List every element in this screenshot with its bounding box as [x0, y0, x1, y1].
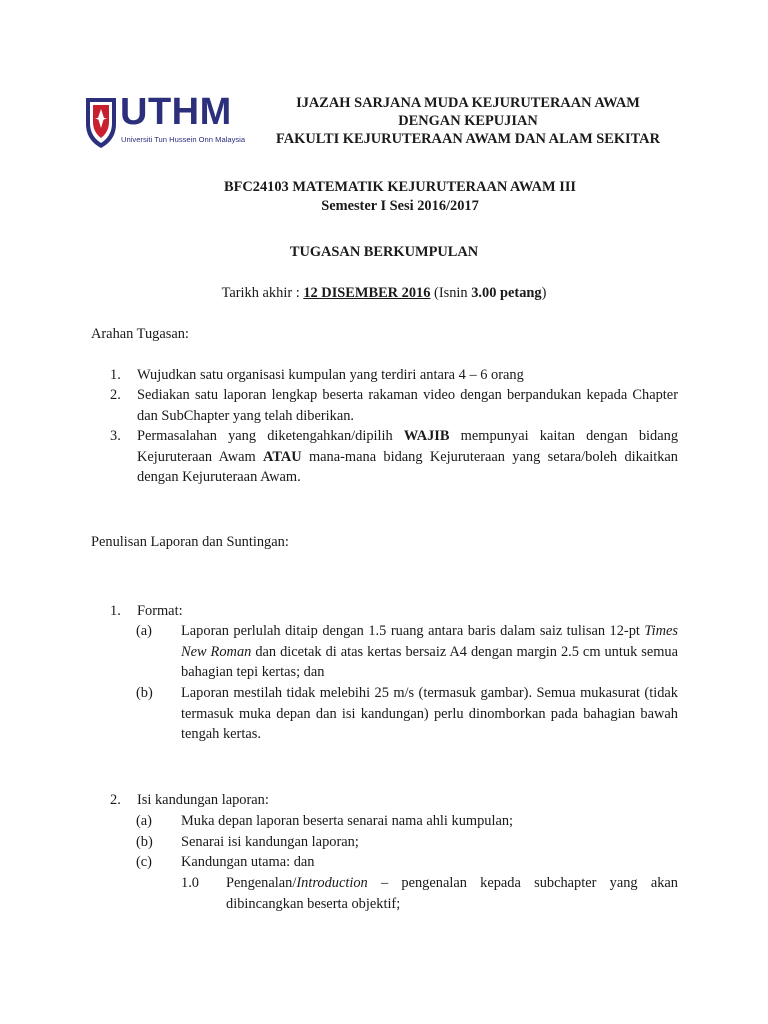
uthm-crest-icon — [84, 94, 118, 150]
subsub-text-part: – pengenalan kepada subchapter yang akan dibincangkan beserta objektif; — [226, 875, 678, 912]
subsub-text — [226, 873, 678, 914]
header-line-1: IJAZAH SARJANA MUDA KEJURUTERAAN AWAM — [296, 95, 640, 111]
uthm-logo — [84, 91, 246, 150]
course-block — [150, 178, 650, 216]
item-text-part: mana-mana bidang Kejuruteraan yang setara/boleh dikaitkan dengan Kejuruteraan Awam. — [137, 448, 678, 485]
item-text-part: Permasalahan yang diketengahkan/dipilih — [137, 428, 404, 444]
item-number: 3. — [110, 428, 121, 444]
sub-label: (b) — [136, 834, 153, 850]
sub-text: Laporan mestilah tidak melebihi 25 m/s (termasuk gambar). Semua mukasurat (tidak termasuk muka depan dan isi kandungan) perlu dinomborkan pada bahagian bawah tengah kertas. — [181, 685, 678, 742]
subsub-text-part: Pengenalan/ — [226, 875, 297, 891]
course-semester: Semester I Sesi 2016/2017 — [321, 198, 479, 214]
sub-text-part: dan dicetak di atas kertas bersaiz A4 dengan margin 2.5 cm untuk semua bahagian tepi kertas; dan — [181, 643, 679, 680]
sub-text: Muka depan laporan beserta senarai nama ahli kumpulan; — [181, 813, 514, 829]
sub-label: (a) — [136, 813, 152, 829]
arahan-heading: Arahan Tugasan: — [91, 326, 189, 342]
document-header — [240, 94, 696, 148]
header-line-3: FAKULTI KEJURUTERAAN AWAM DAN ALAM SEKITAR — [276, 131, 660, 147]
task-title: TUGASAN BERKUMPULAN — [289, 244, 479, 260]
deadline-time: 3.00 petang — [471, 285, 542, 301]
item-number: 2. — [110, 792, 121, 808]
sub-label: (a) — [136, 623, 152, 639]
sub-text — [181, 621, 678, 683]
item-text-part: mempunyai kaitan dengan bidang Kejuruteraan Awam — [137, 428, 679, 465]
sub-label: (c) — [136, 854, 152, 870]
item-text — [137, 426, 678, 488]
item-text: Format: — [137, 603, 183, 619]
item-text: Isi kandungan laporan: — [137, 792, 269, 808]
item-text: Wujudkan satu organisasi kumpulan yang terdiri antara 4 – 6 orang — [137, 367, 524, 383]
logo-wordmark: UTHM — [120, 91, 232, 133]
deadline-line — [0, 283, 768, 304]
sub-text-part: Laporan perlulah ditaip dengan 1.5 ruang antara baris dalam saiz tulisan 12-pt — [181, 623, 645, 639]
subsub-label: 1.0 — [181, 875, 199, 891]
item-number: 1. — [110, 603, 121, 619]
logo-university-name: Universiti Tun Hussein Onn Malaysia — [121, 135, 246, 144]
deadline-suffix: ) — [541, 285, 547, 301]
deadline-date: 12 DISEMBER 2016 — [303, 285, 431, 301]
deadline-mid: (Isnin — [430, 285, 472, 301]
introduction-italic: Introduction — [296, 875, 368, 891]
item-text: Sediakan satu laporan lengkap beserta rakaman video dengan berpandukan kepada Chapter dan SubChapter yang telah diberikan. — [137, 387, 678, 424]
emphasis-wajib: WAJIB — [403, 428, 450, 444]
sub-label: (b) — [136, 685, 153, 701]
sub-text: Senarai isi kandungan laporan; — [181, 834, 359, 850]
font-name-italic: Times New Roman — [181, 623, 678, 660]
deadline-prefix: Tarikh akhir : — [221, 285, 304, 301]
item-number: 1. — [110, 367, 121, 383]
emphasis-atau: ATAU — [263, 448, 302, 465]
course-code-title: BFC24103 MATEMATIK KEJURUTERAAN AWAM III — [223, 179, 577, 195]
penulisan-heading: Penulisan Laporan dan Suntingan: — [91, 534, 289, 550]
item-number: 2. — [110, 387, 121, 403]
sub-text: Kandungan utama: dan — [181, 854, 315, 870]
header-line-2: DENGAN KEPUJIAN — [398, 113, 538, 129]
